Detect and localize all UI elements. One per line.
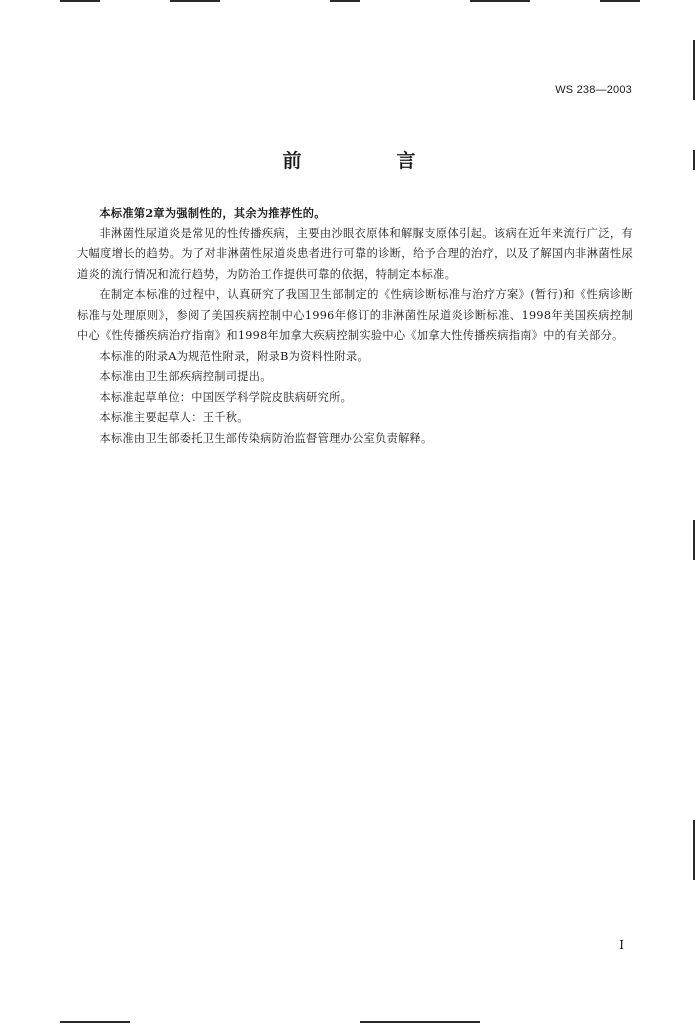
scan-edge-mark [330, 0, 360, 2]
scan-edge-mark [360, 1021, 480, 1023]
paragraph-drafter: 本标准主要起草人：王千秋。 [99, 411, 249, 424]
page-number: I [619, 938, 624, 952]
scan-edge-mark [600, 0, 640, 2]
scan-edge-mark [693, 40, 695, 100]
paragraph-proposer: 本标准由卫生部疾病控制司提出。 [99, 370, 272, 383]
paragraph-references: 在制定本标准的过程中，认真研究了我国卫生部制定的《性病诊断标准与治疗方案》(暂行)和《性病诊断标准与处理原则》，参阅了美国疾病控制中心1996年修订的非淋菌性尿道炎诊断标准、1998年美国疾病控制中心《性传播疾病治疗指南》和1998年加拿大疾病控制实验中心《加拿大性传播疾病指南》中的有关部分。 [77, 288, 633, 342]
scan-edge-mark [170, 0, 220, 2]
scan-edge-mark [60, 1021, 130, 1023]
standard-number: WS 238—2003 [555, 84, 632, 96]
scan-edge-mark [693, 520, 695, 560]
paragraph-mandatory-note: 本标准第2章为强制性的，其余为推荐性的。 [99, 206, 326, 220]
scan-edge-mark [693, 820, 695, 880]
scan-edge-mark [470, 0, 530, 2]
scan-edge-mark [60, 0, 100, 2]
paragraph-appendix: 本标准的附录A为规范性附录，附录B为资料性附录。 [99, 349, 370, 363]
paragraph-drafting-unit: 本标准起草单位：中国医学科学院皮肤病研究所。 [99, 390, 353, 404]
paragraph-interpretation: 本标准由卫生部委托卫生部传染病防治监督管理办公室负责解释。 [99, 431, 433, 445]
foreword-body [77, 203, 633, 449]
page-title: 前 言 [282, 150, 454, 172]
paragraph-background: 非淋菌性尿道炎是常见的性传播疾病，主要由沙眼衣原体和解脲支原体引起。该病在近年来流行广泛，有大幅度增长的趋势。为了对非淋菌性尿道炎患者进行可靠的诊断，给予合理的治疗，以及了解国内非淋菌性尿道炎的流行情况和流行趋势，为防治工作提供可靠的依据，特制定本标准。 [77, 226, 633, 281]
